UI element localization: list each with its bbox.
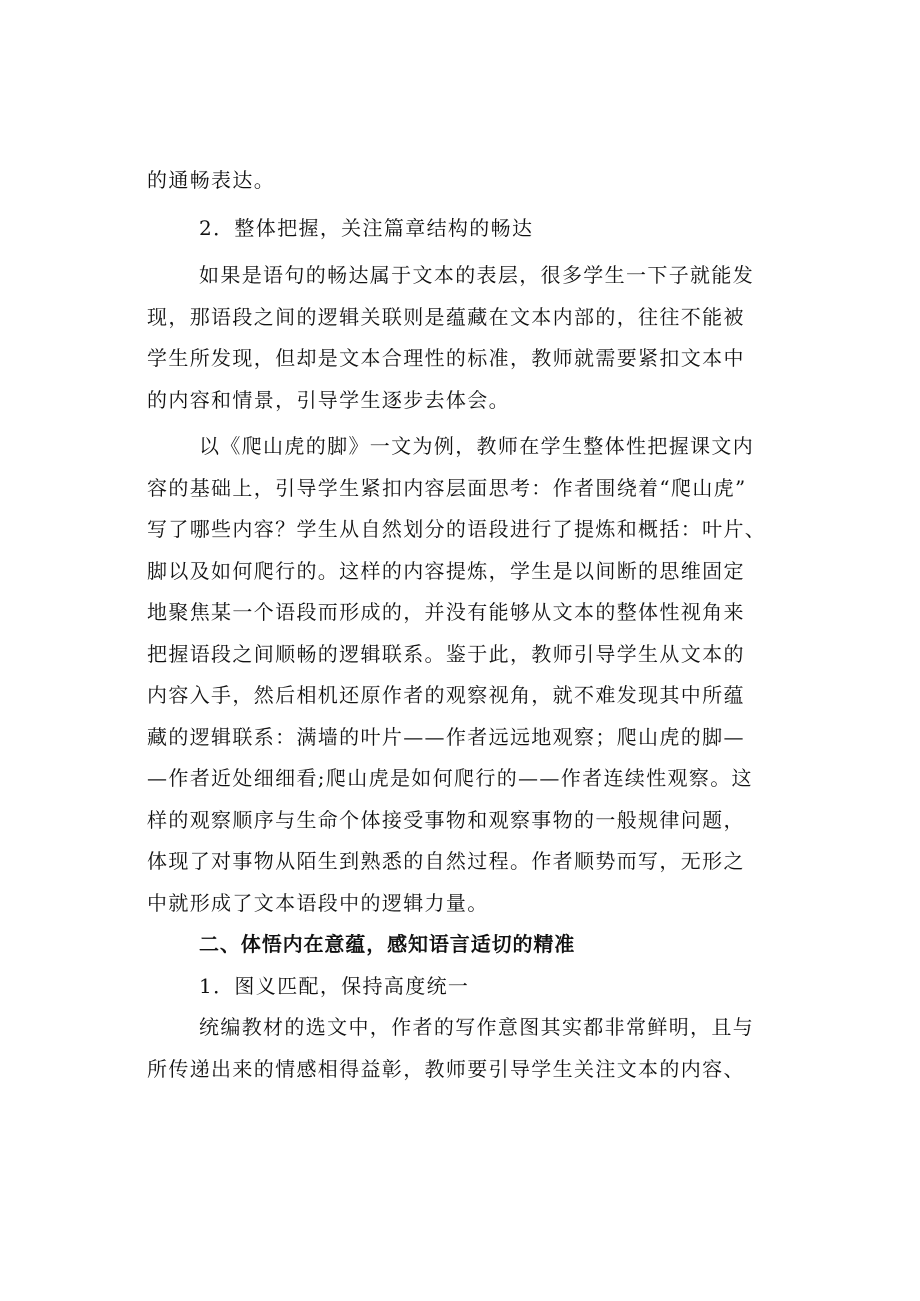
text-line: 所传递出来的情感相得益彰，教师要引导学生关注文本的内容、 [147,1056,745,1081]
text-line: 脚以及如何爬行的。这样的内容提炼，学生是以间断的思维固定 [147,558,745,583]
text-line: 体现了对事物从陌生到熟悉的自然过程。作者顺势而写，无形之 [147,849,745,873]
text-line: 学生所发现，但却是文本合理性的标准，教师就需要紧扣文本中 [147,346,745,370]
text-line: 如果是语句的畅达属于文本的表层，很多学生一下子就能发 [199,263,755,287]
subheading: 2．整体把握，关注篇章结构的畅达 [199,215,534,240]
text-line: 藏的逻辑联系：满墙的叶片——作者远远地观察；爬山虎的脚— [147,724,745,749]
text-line: 的通畅表达。 [147,168,276,192]
paragraph [147,255,802,421]
text-line: 统编教材的选文中，作者的写作意图其实都非常鲜明，且与 [199,1015,755,1039]
text-line: 内容入手，然后相机还原作者的观察视角，就不难发现其中所蕴 [147,683,745,707]
text-line: 容的基础上，引导学生紧扣内容层面思考：作者围绕着“爬山虎” [147,475,747,500]
text-line: 把握语段之间顺畅的逻辑联系。鉴于此，教师引导学生从文本的 [147,641,745,666]
text-line: —作者近处细细看;爬山虎是如何爬行的——作者连续性观察。这 [147,766,753,790]
paragraph [147,1007,802,1090]
text-line: 写了哪些内容？学生从自然划分的语段进行了提炼和概括：叶片、 [147,517,767,541]
text-line: 现，那语段之间的逻辑关联则是蕴藏在文本内部的，往往不能被 [147,304,745,329]
document-body [147,160,802,1090]
text-line: 以《爬山虎的脚》一文为例，教师在学生整体性把握课文内 [199,434,755,458]
text-line: 样的观察顺序与生命个体接受事物和观察事物的一般规律问题， [147,807,745,832]
text-line: 地聚焦某一个语段而形成的，并没有能够从文本的整体性视角来 [147,600,745,624]
text-line: 的内容和情景，引导学生逐步去体会。 [147,387,510,412]
text-line: 中就形成了文本语段中的逻辑力量。 [147,890,489,915]
paragraph [147,426,802,924]
section-heading: 二、体悟内在意蕴，感知语言适切的精准 [199,932,576,956]
subheading: 1．图义匹配，保持高度统一 [199,973,470,998]
